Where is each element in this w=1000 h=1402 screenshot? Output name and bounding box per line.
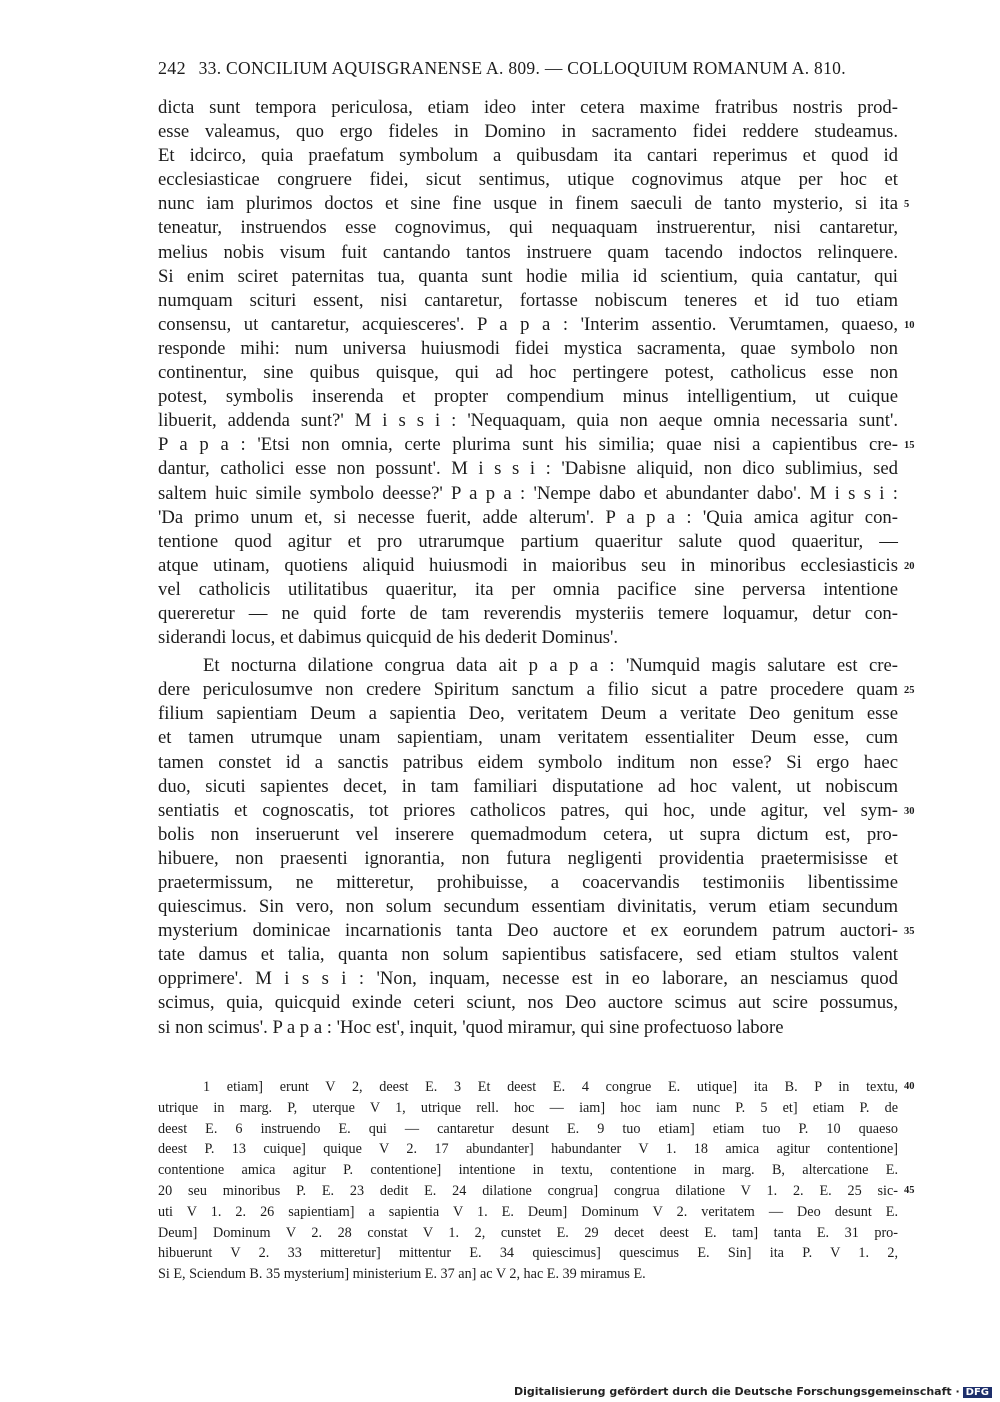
text-line <box>158 678 915 702</box>
line-text: 20 seu minoribus P. E. 23 dedit E. 24 dilatione congrua] congrua dilatione V 1. 2. E. 25 sic- <box>158 1182 898 1199</box>
line-text: si non scimus'. P a p a : 'Hoc est', inquit, 'quod miramur, qui sine profectuoso labore <box>158 1016 784 1038</box>
text-line <box>158 823 898 847</box>
line-text: tate damus et talia, quanta non solum sapientibus satisfacere, sed etiam stultos valent <box>158 944 898 966</box>
text-line <box>158 361 898 385</box>
text-line <box>158 192 910 216</box>
text-line <box>158 144 898 168</box>
text-line <box>158 775 898 799</box>
text-line <box>158 530 898 554</box>
line-number: 10 <box>904 319 915 331</box>
dfg-logo: DFG <box>963 1387 992 1398</box>
line-number: 30 <box>904 805 915 817</box>
line-text: dere periculosumve non credere Spiritum sanctum a filio sicut a patre procedere quam <box>158 679 898 701</box>
line-text: saltem huic simile symbolo deesse?' P a p a : 'Nempe dabo et abundanter dabo'. M i s s i : <box>158 482 898 504</box>
text-line <box>158 967 898 991</box>
text-line <box>158 895 898 919</box>
text-line <box>158 482 898 506</box>
text-line <box>158 241 898 265</box>
running-header <box>158 58 846 79</box>
line-text: P a p a : 'Etsi non omnia, certe plurima sunt his similia; quae nisi a capientibus cre- <box>158 434 898 456</box>
text-line <box>158 506 898 530</box>
line-text: 1 etiam] erunt V 2, deest E. 3 Et deest E. 4 congrue E. utique] ita B. P in textu, <box>203 1079 898 1095</box>
text-line <box>158 847 898 871</box>
line-text: nunc iam plurimos doctos et sine fine usque in finem saeculi de tanto mysterio, si ita <box>158 193 898 215</box>
footnote-line <box>158 1264 898 1285</box>
line-text: tamen constet id a sanctis patribus eidem symbolo inditum non esse? Si ergo haec <box>158 751 898 773</box>
line-text: contentione amica agitur P. contentione] intentione in textu, contentione in marg. B, altercatione E. <box>158 1162 898 1179</box>
line-text: atque utinam, quotiens aliquid huiusmodi in maioribus seu in minoribus ecclesiasticis <box>158 554 898 576</box>
line-text: sentiatis et cognoscatis, tot priores catholicos patres, qui hoc, unde agitur, vel sym- <box>158 799 898 821</box>
line-text: continentur, sine quibus quisque, qui ad hoc pertingere potest, catholicus esse non <box>158 362 898 384</box>
footnote-line <box>158 1098 898 1119</box>
line-text: praetermissum, ne mitteretur, prohibuisse, a coacervandis testimoniis libentissime <box>158 872 898 893</box>
line-text: tentione quod agitur et pro utrarumque partium quaeritur salute quod quaeritur, — <box>158 530 898 552</box>
text-line <box>158 409 898 433</box>
text-line <box>158 799 915 823</box>
line-number: 35 <box>904 926 915 938</box>
line-text: filium sapientiam Deum a sapientia Deo, veritatem Deum a veritate Deo genitum esse <box>158 703 898 725</box>
text-line <box>158 385 898 409</box>
line-text: Et nocturna dilatione congrua data ait p a p a : 'Numquid magis salutare est cre- <box>203 655 898 677</box>
line-text: ecclesiasticae congruere fidei, sicut sentimus, utique cognovimus atque per hoc et <box>158 169 898 191</box>
text-line <box>158 457 898 481</box>
line-text: melius nobis visum fuit cantando tantos instruere quam tacendo indoctos relinquere. <box>158 241 898 263</box>
line-text: libuerit, addenda sunt?' M i s s i : 'Nequaquam, quia non aeque omnia necessaria sunt'. <box>158 410 898 432</box>
line-text: deest E. 6 instruendo E. qui — cantaretur desunt E. 9 tuo etiam] etiam tuo P. 10 quaeso <box>158 1120 898 1137</box>
line-text: responde mihi: num universa huiusmodi fidei mystica sacramenta, quae symbolo non <box>158 337 898 359</box>
line-text: uti V 1. 2. 26 sapientiam] a sapientia V 1. E. Deum] Dominum V 2. veritatem — Deo desunt E. <box>158 1203 898 1220</box>
text-line <box>158 96 898 120</box>
line-text: 'Da primo unum et, si necesse fuerit, adde alterum'. P a p a : 'Quia amica agitur con- <box>158 506 898 528</box>
text-line <box>158 168 898 192</box>
footnote-line <box>158 1077 915 1098</box>
text-line <box>158 216 898 240</box>
running-title: 33. CONCILIUM AQUISGRANENSE A. 809. — COLLOQUIUM ROMANUM A. 810. <box>198 58 846 78</box>
text-line <box>158 751 898 775</box>
text-line <box>158 871 898 895</box>
line-text: hibuerunt V 2. 33 mitteretur] mittentur E. 34 quiescimus] quescimus E. Sin] ita P. V 1. 2, <box>158 1245 898 1262</box>
text-line <box>158 337 898 361</box>
line-text: et tamen utrumque unam sapientiam, unam veritatem essentialiter Deum esse, cum <box>158 727 898 749</box>
page-number: 242 <box>158 58 186 78</box>
line-number: 5 <box>904 199 910 211</box>
line-text: dicta sunt tempora periculosa, etiam ideo inter cetera maxime fratribus nostris prod- <box>158 97 898 118</box>
footnote-line <box>158 1160 898 1181</box>
line-text: quiescimus. Sin vero, non solum secundum essentiam divinitatis, verum etiam secundum <box>158 896 898 918</box>
text-line <box>158 702 898 726</box>
line-text: teneatur, instruendos esse cognovimus, qui nequaquam instruerentur, nisi cantaretur, <box>158 217 898 239</box>
line-text: dantur, catholici esse non possunt'. M i s s i : 'Dabisne aliquid, non dico sublimius, sed <box>158 458 898 480</box>
line-text: scimus, quia, quicquid exinde ceteri sciunt, nos Deo auctore scimus aut scire possumus, <box>158 992 898 1014</box>
line-text: opprimere'. M i s s i : 'Non, inquam, necesse est in eo laborare, an nesciamus quod <box>158 968 898 990</box>
line-text: bolis non inseruerunt vel inserere quemadmodum cetera, ut supra dictum est, pro- <box>158 823 898 845</box>
dfg-notice-text: Digitalisierung gefördert durch die Deutsche Forschungsgemeinschaft · <box>513 1385 960 1398</box>
text-line <box>158 626 898 650</box>
footnote-line <box>158 1202 898 1223</box>
footnote-line <box>158 1139 898 1160</box>
footnote-line <box>158 1181 915 1202</box>
main-text <box>158 96 915 1040</box>
line-text: duo, sicuti sapientes decet, in tam familiari disputatione ad hoc valent, ut nobiscum <box>158 775 898 797</box>
line-text: esse valeamus, quo ergo fideles in Domino in sacramento fidei reddere studeamus. <box>158 121 898 143</box>
text-line <box>158 943 898 967</box>
text-line <box>158 120 898 144</box>
line-text: siderandi locus, et dabimus quicquid de his dederit Dominus'. <box>158 627 619 649</box>
footnote-line <box>158 1243 898 1264</box>
line-text: Deum] Dominum V 2. 28 constat V 1. 2, cunstet E. 29 decet deest E. tam] tanta E. 31 pro- <box>158 1224 898 1241</box>
line-text: Si enim sciret paternitas tua, quanta sunt hodie milia id scientium, quia cantatur, qui <box>158 265 898 287</box>
dfg-notice <box>514 1385 992 1398</box>
line-text: Si E, Sciendum B. 35 mysterium] ministerium E. 37 an] ac V 2, hac E. 39 miramus E. <box>158 1266 646 1283</box>
text-line <box>158 289 898 313</box>
text-line <box>158 433 915 457</box>
text-line <box>158 1016 898 1040</box>
line-text: utrique in marg. P, uterque V 1, utrique rell. hoc — iam] hoc iam nunc P. 5 et] etiam P. de <box>158 1099 898 1116</box>
line-number: 45 <box>904 1184 915 1196</box>
text-line <box>158 554 915 578</box>
critical-apparatus <box>158 1077 915 1285</box>
text-line <box>158 919 915 943</box>
text-line <box>158 991 898 1015</box>
line-text: deest P. 13 cuique] quique V 2. 17 abundanter] habundanter V 1. 18 amica agitur contentione] <box>158 1141 898 1158</box>
footnote-line <box>158 1119 898 1140</box>
text-line <box>158 726 898 750</box>
text-line <box>158 313 915 337</box>
line-number: 25 <box>904 685 915 697</box>
text-line <box>158 602 898 626</box>
line-text: quereretur — ne quid forte de tam reverendis mysteriis temere loquamur, detur con- <box>158 602 898 624</box>
footnote-line <box>158 1223 898 1244</box>
line-text: Et idcirco, quia praefatum symbolum a quibusdam ita cantari reperimus et quod id <box>158 145 898 167</box>
text-line <box>158 578 898 602</box>
line-number: 15 <box>904 440 915 452</box>
line-text: potest, symbolis inserenda et propter compendium minus intelligentium, ut cuique <box>158 386 898 408</box>
line-text: numquam sciturі essent, nisi cantaretur, fortasse nobiscum teneres et id tuo etiam <box>158 289 898 311</box>
line-number: 40 <box>904 1081 915 1092</box>
text-line <box>158 654 898 678</box>
line-text: hibuere, non praesenti ignorantia, non futura negligenti providentia praetermisisse et <box>158 847 898 869</box>
line-text: consensu, ut cantaretur, acquiesceres'. P a p a : 'Interim assentio. Verumtamen, quaeso, <box>158 313 898 335</box>
text-line <box>158 265 898 289</box>
line-text: mysterium dominicae incarnationis tanta Deo auctore et ex eorundem patrum auctori- <box>158 920 898 942</box>
line-text: vel catholicis utilitatibus quaeritur, ita per omnia pacifice sine perversa intentione <box>158 578 898 600</box>
line-number: 20 <box>904 560 915 572</box>
